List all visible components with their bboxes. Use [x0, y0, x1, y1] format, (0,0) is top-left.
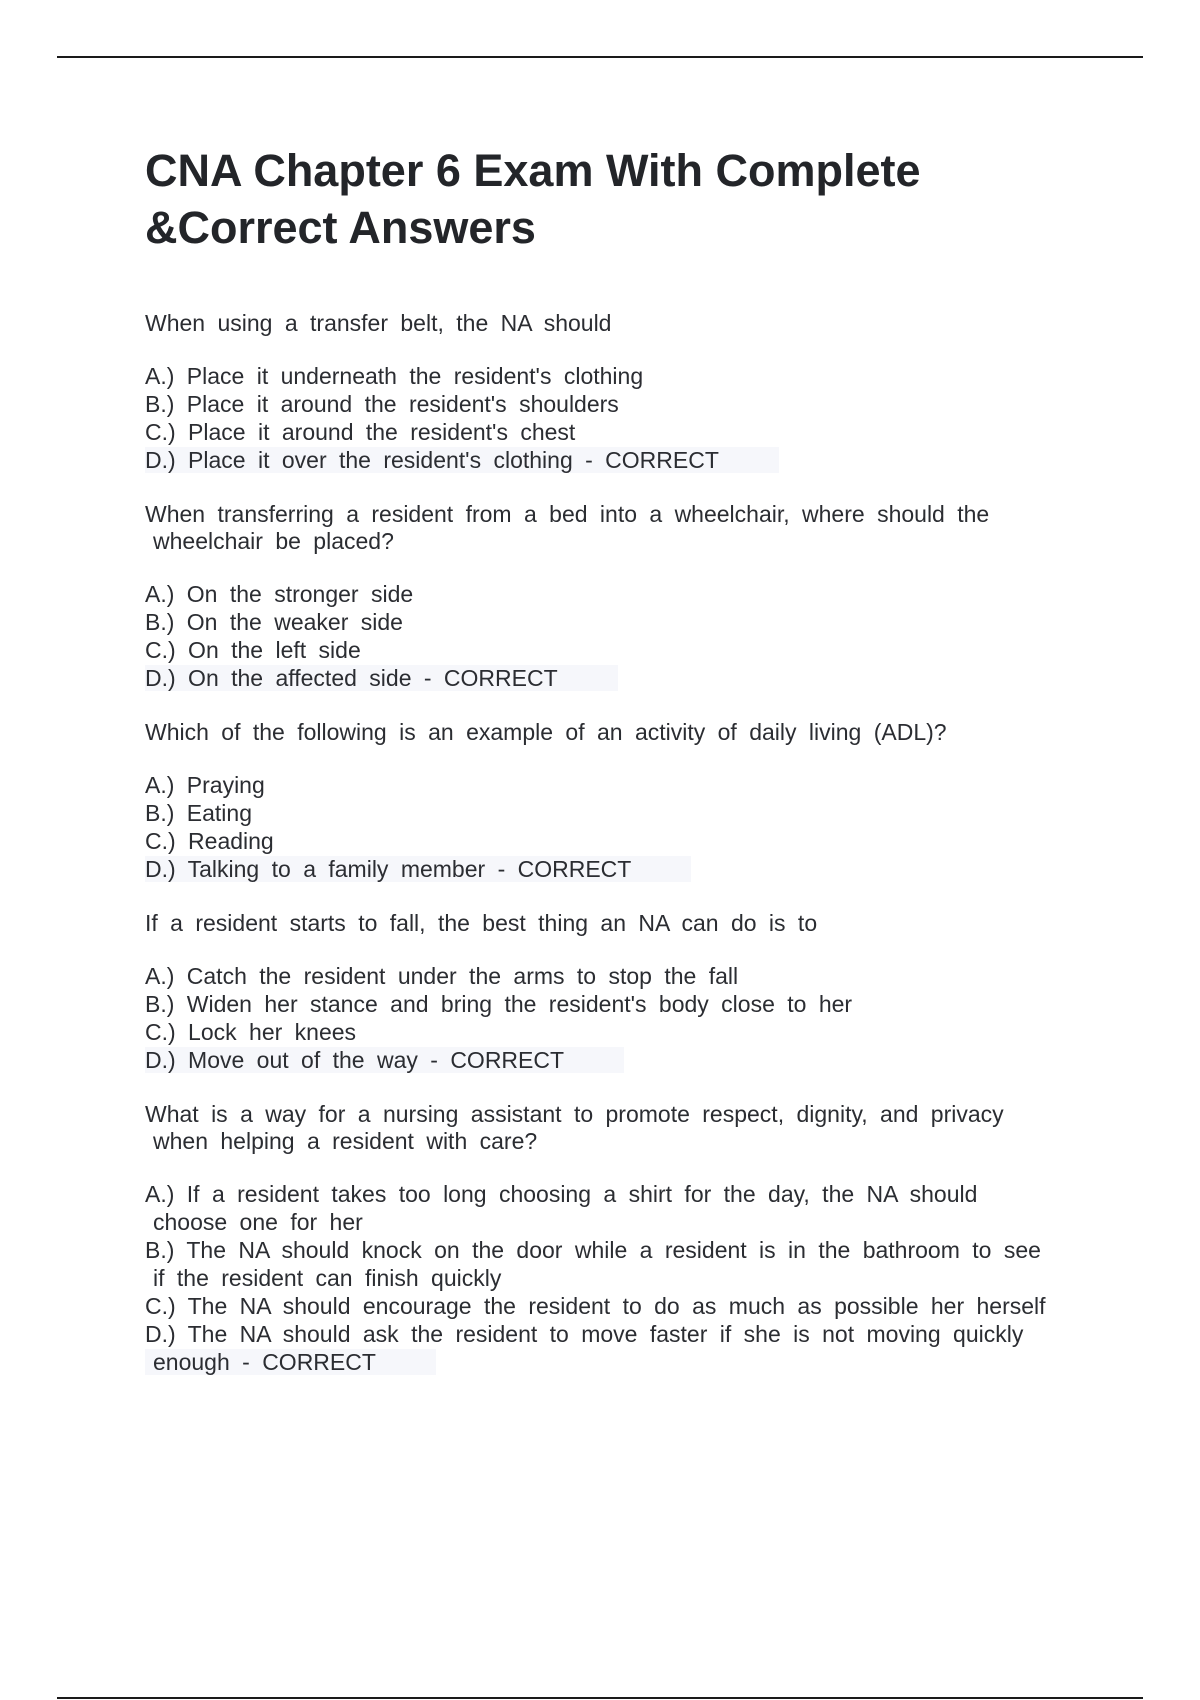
- bottom-rule: [57, 1697, 1143, 1699]
- question-block-2: [145, 501, 1095, 692]
- option-a: A.) Catch the resident under the arms to stop the fall: [145, 963, 739, 989]
- option-b: [145, 1236, 1095, 1292]
- option-b: B.) On the weaker side: [145, 609, 403, 635]
- option-b: B.) Eating: [145, 800, 252, 826]
- option-list: [145, 771, 1095, 883]
- option-line2: choose one for her: [153, 1209, 363, 1235]
- option-line1: B.) The NA should knock on the door while a resident is in the bathroom to see: [145, 1237, 1041, 1263]
- question-block-3: [145, 719, 1095, 883]
- question-text: When using a transfer belt, the NA should: [145, 310, 612, 336]
- correct-answer: D.) Place it over the resident's clothing - CORRECT: [145, 447, 779, 473]
- document-title-line2: &Correct Answers: [145, 202, 536, 253]
- correct-answer: D.) Talking to a family member - CORRECT: [145, 856, 691, 882]
- option-b: B.) Place it around the resident's shoulders: [145, 391, 619, 417]
- correct-answer: D.) On the affected side - CORRECT: [145, 665, 618, 691]
- question-text: If a resident starts to fall, the best thing an NA can do is to: [145, 910, 818, 936]
- option-d-correct: [145, 855, 1095, 883]
- top-rule: [57, 56, 1143, 58]
- option-c: C.) Lock her knees: [145, 1019, 357, 1045]
- option-d-correct: [145, 1320, 1095, 1376]
- option-line2: if the resident can finish quickly: [153, 1265, 502, 1291]
- question-line1: When transferring a resident from a bed into a wheelchair, where should the: [145, 501, 990, 527]
- option-c: [145, 1292, 1095, 1320]
- option-list: [145, 1180, 1095, 1376]
- question-text: [145, 501, 1095, 555]
- option-list: [145, 362, 1095, 474]
- option-line1: A.) If a resident takes too long choosing a shirt for the day, the NA should: [145, 1181, 978, 1207]
- document-title: [145, 142, 1095, 256]
- option-c: C.) Reading: [145, 828, 274, 854]
- option-line1: C.) The NA should encourage the resident to do as much as possible her herself: [145, 1293, 1046, 1319]
- option-a: A.) Place it underneath the resident's clothing: [145, 363, 644, 389]
- correct-answer: D.) Move out of the way - CORRECT: [145, 1047, 624, 1073]
- option-b: B.) Widen her stance and bring the resident's body close to her: [145, 991, 853, 1017]
- option-a: A.) Praying: [145, 772, 265, 798]
- question-line1: What is a way for a nursing assistant to promote respect, dignity, and privacy: [145, 1101, 1004, 1127]
- option-c: C.) Place it around the resident's chest: [145, 419, 576, 445]
- question-block-4: [145, 910, 1095, 1074]
- document-body: [145, 142, 1095, 1403]
- option-line1: D.) The NA should ask the resident to move faster if she is not moving quickly: [145, 1321, 1024, 1347]
- option-d-correct: [145, 446, 1095, 474]
- question-block-5: [145, 1101, 1095, 1376]
- option-c: C.) On the left side: [145, 637, 361, 663]
- question-block-1: [145, 310, 1095, 474]
- correct-answer: enough - CORRECT: [145, 1349, 436, 1375]
- option-d-correct: [145, 664, 1095, 692]
- question-text: [145, 1101, 1095, 1155]
- option-d-correct: [145, 1046, 1095, 1074]
- option-a: [145, 1180, 1095, 1236]
- question-line2: wheelchair be placed?: [153, 528, 394, 554]
- option-list: [145, 962, 1095, 1074]
- option-a: A.) On the stronger side: [145, 581, 414, 607]
- option-list: [145, 580, 1095, 692]
- question-line2: when helping a resident with care?: [153, 1128, 538, 1154]
- document-title-line1: CNA Chapter 6 Exam With Complete: [145, 145, 921, 196]
- question-text: Which of the following is an example of an activity of daily living (ADL)?: [145, 719, 947, 745]
